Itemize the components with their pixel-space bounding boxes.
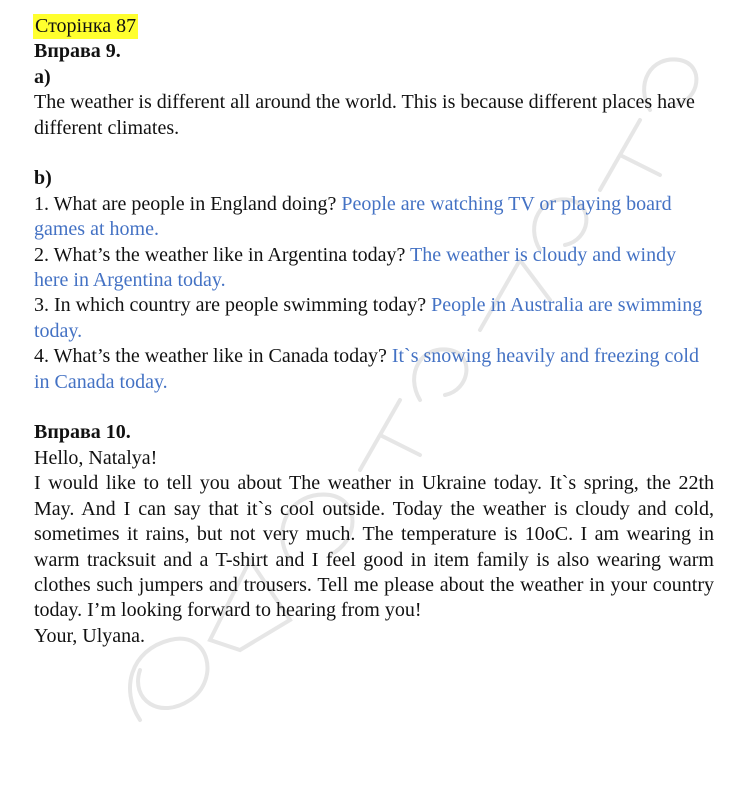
exercise-10-heading: Вправа 10. <box>34 421 131 444</box>
question-text: 3. In which country are people swimming today? <box>34 294 427 317</box>
question-text: 4. What’s the weather like in Canada today? <box>34 345 387 368</box>
letter-signoff: Your, Ulyana. <box>34 624 146 647</box>
qa-item-2 <box>34 243 714 294</box>
letter-body: I would like to tell you about The weather in Ukraine today. It`s spring, the 22th May. And I can say that it`s cool outside. Today the weather is cloudy and cold, sometimes it rains, but not very much. The temperature is 10oC. I am wearing in warm tracksuit and a T-shirt and I feel good in item family is also wearing warm clothes such jumpers and trousers. Tell me please about the weather in your country today. I’m looking forward to hearing from you! <box>34 472 714 622</box>
page-number-label: Сторінка 87 <box>33 14 138 39</box>
spacer <box>34 395 714 420</box>
spacer <box>34 141 714 166</box>
exercise-9-heading: Вправа 9. <box>34 40 121 63</box>
qa-item-1 <box>34 192 714 243</box>
qa-item-4 <box>34 344 714 395</box>
exercise-9-part-a-text: The weather is different all around the world. This is because different places have different climates. <box>34 91 695 139</box>
letter-greeting: Hello, Natalya! <box>34 446 158 469</box>
exercise-9-part-b-label: b) <box>34 167 52 190</box>
question-text: 1. What are people in England doing? <box>34 192 337 215</box>
answer-text: People are watching TV or playing board games at home. <box>34 192 672 241</box>
document-page <box>34 14 714 649</box>
exercise-9-part-a-label: a) <box>34 65 51 88</box>
qa-item-3 <box>34 293 714 344</box>
answer-text: The weather is cloudy and windy here in Argentina today. <box>34 243 677 292</box>
question-text: 2. What’s the weather like in Argentina today? <box>34 243 406 266</box>
answer-text: People in Australia are swimming today. <box>34 294 703 342</box>
answer-text: It`s snowing heavily and freezing cold in Canada today. <box>34 345 699 393</box>
